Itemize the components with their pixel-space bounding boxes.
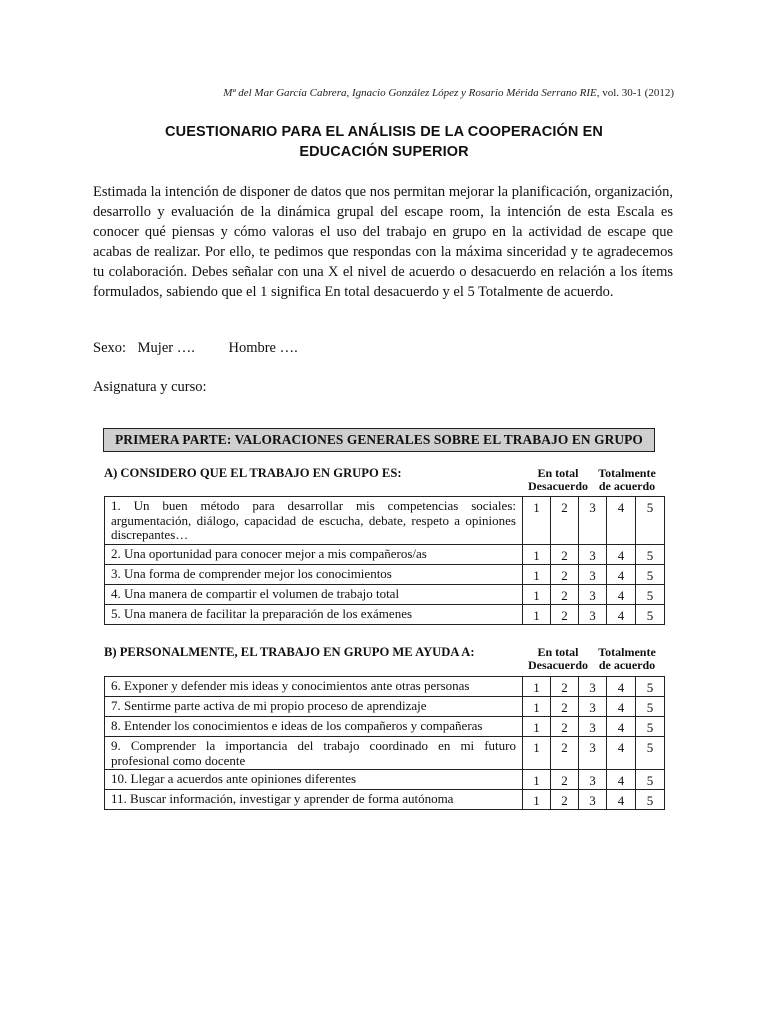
rating-cell-1[interactable]: 1 xyxy=(523,790,551,810)
rating-cell-2[interactable]: 2 xyxy=(551,497,579,545)
scale-high-label-b xyxy=(591,646,663,672)
rating-cell-5[interactable]: 5 xyxy=(636,584,665,604)
rating-cell-4[interactable]: 4 xyxy=(607,497,636,545)
question-statement: 7. Sentirme parte activa de mi propio proceso de aprendizaje xyxy=(105,697,523,717)
citation-volume: , vol. 30-1 (2012) xyxy=(596,87,674,99)
rating-cell-4[interactable]: 4 xyxy=(607,564,636,584)
question-statement: 6. Exponer y defender mis ideas y conocimientos ante otras personas xyxy=(105,677,523,697)
scale-low-label-b xyxy=(519,646,597,672)
rating-cell-2[interactable]: 2 xyxy=(551,717,579,737)
section-b-title: B) PERSONALMENTE, EL TRABAJO EN GRUPO ME AYUDA A: xyxy=(104,645,475,659)
citation xyxy=(223,87,674,99)
rating-cell-1[interactable]: 1 xyxy=(523,770,551,790)
rating-cell-2[interactable]: 2 xyxy=(551,677,579,697)
rating-cell-1[interactable]: 1 xyxy=(523,717,551,737)
rating-cell-3[interactable]: 3 xyxy=(579,544,607,564)
section-b-table xyxy=(104,676,665,810)
question-statement: 2. Una oportunidad para conocer mejor a mis compañeros/as xyxy=(105,544,523,564)
question-statement: 10. Llegar a acuerdos ante opiniones diferentes xyxy=(105,770,523,790)
rating-cell-5[interactable]: 5 xyxy=(636,497,665,545)
rating-cell-1[interactable]: 1 xyxy=(523,564,551,584)
rating-cell-2[interactable]: 2 xyxy=(551,604,579,624)
rating-cell-4[interactable]: 4 xyxy=(607,544,636,564)
rating-cell-1[interactable]: 1 xyxy=(523,544,551,564)
question-row xyxy=(105,564,665,584)
rating-cell-2[interactable]: 2 xyxy=(551,770,579,790)
question-statement: 5. Una manera de facilitar la preparación de los exámenes xyxy=(105,604,523,624)
scale-low-line-2: Desacuerdo xyxy=(528,479,588,493)
rating-cell-3[interactable]: 3 xyxy=(579,717,607,737)
rating-cell-5[interactable]: 5 xyxy=(636,737,665,770)
rating-cell-2[interactable]: 2 xyxy=(551,790,579,810)
rating-cell-2[interactable]: 2 xyxy=(551,697,579,717)
rating-cell-5[interactable]: 5 xyxy=(636,770,665,790)
rating-cell-4[interactable]: 4 xyxy=(607,604,636,624)
rating-cell-3[interactable]: 3 xyxy=(579,677,607,697)
scale-high-line-1: Totalmente xyxy=(598,466,656,480)
scale-low-line-1: En total xyxy=(537,466,579,480)
sex-option-hombre[interactable]: Hombre …. xyxy=(228,340,298,356)
rating-cell-1[interactable]: 1 xyxy=(523,677,551,697)
scale-high-line-2: de acuerdo xyxy=(598,658,656,672)
section-a-title: A) CONSIDERO QUE EL TRABAJO EN GRUPO ES: xyxy=(104,466,402,480)
rating-cell-3[interactable]: 3 xyxy=(579,604,607,624)
title-line-1: CUESTIONARIO PARA EL ANÁLISIS DE LA COOPERACIÓN EN xyxy=(165,124,603,140)
document-title xyxy=(92,122,676,162)
rating-cell-2[interactable]: 2 xyxy=(551,564,579,584)
rating-cell-4[interactable]: 4 xyxy=(607,677,636,697)
question-statement: 8. Entender los conocimientos e ideas de los compañeros y compañeras xyxy=(105,717,523,737)
scale-high-line-2: de acuerdo xyxy=(598,479,656,493)
scale-low-line-2: Desacuerdo xyxy=(528,658,588,672)
scale-high-label-a xyxy=(591,467,663,493)
rating-cell-4[interactable]: 4 xyxy=(607,584,636,604)
section-a-table xyxy=(104,496,665,625)
question-statement: 4. Una manera de compartir el volumen de trabajo total xyxy=(105,584,523,604)
rating-cell-4[interactable]: 4 xyxy=(607,770,636,790)
rating-cell-3[interactable]: 3 xyxy=(579,790,607,810)
rating-cell-3[interactable]: 3 xyxy=(579,564,607,584)
rating-cell-1[interactable]: 1 xyxy=(523,604,551,624)
rating-cell-5[interactable]: 5 xyxy=(636,564,665,584)
intro-paragraph: Estimada la intención de disponer de datos que nos permitan mejorar la planificación, organización, desarrollo y evaluación de la dinámica grupal del escape room, la intención de esta Escala es conocer qué piensas y cómo valoras el uso del trabajo en grupo en la actividad de escape que acabas de realizar. Por ello, te pedimos que respondas con la máxima sinceridad y te agradecemos tu colaboración. Debes señalar con una X el nivel de acuerdo o desacuerdo en relación a los ítems formulados, sabiendo que el 1 significa En total desacuerdo y el 5 Totalmente de acuerdo. xyxy=(93,184,673,300)
question-row xyxy=(105,497,665,545)
question-row xyxy=(105,737,665,770)
question-statement: 9. Comprender la importancia del trabajo coordinado en mi futuro profesional como docente xyxy=(105,737,523,770)
question-row xyxy=(105,544,665,564)
scale-low-label-a xyxy=(519,467,597,493)
sex-field xyxy=(93,340,298,357)
rating-cell-3[interactable]: 3 xyxy=(579,697,607,717)
sex-option-mujer[interactable]: Mujer …. xyxy=(137,340,195,356)
rating-cell-1[interactable]: 1 xyxy=(523,584,551,604)
question-row xyxy=(105,584,665,604)
question-statement: 1. Un buen método para desarrollar mis competencias sociales: argumentación, diálogo, capacidad de escucha, debate, respeto a opiniones discrepantes… xyxy=(105,497,523,545)
rating-cell-5[interactable]: 5 xyxy=(636,604,665,624)
question-row xyxy=(105,697,665,717)
rating-cell-3[interactable]: 3 xyxy=(579,770,607,790)
rating-cell-5[interactable]: 5 xyxy=(636,717,665,737)
rating-cell-5[interactable]: 5 xyxy=(636,697,665,717)
rating-cell-5[interactable]: 5 xyxy=(636,544,665,564)
subject-course-field[interactable]: Asignatura y curso: xyxy=(93,379,207,395)
question-statement: 11. Buscar información, investigar y aprender de forma autónoma xyxy=(105,790,523,810)
rating-cell-1[interactable]: 1 xyxy=(523,497,551,545)
scale-high-line-1: Totalmente xyxy=(598,645,656,659)
rating-cell-3[interactable]: 3 xyxy=(579,737,607,770)
rating-cell-1[interactable]: 1 xyxy=(523,737,551,770)
rating-cell-5[interactable]: 5 xyxy=(636,790,665,810)
question-row xyxy=(105,677,665,697)
question-statement: 3. Una forma de comprender mejor los conocimientos xyxy=(105,564,523,584)
question-row xyxy=(105,717,665,737)
question-row xyxy=(105,604,665,624)
rating-cell-4[interactable]: 4 xyxy=(607,717,636,737)
citation-authors: Mª del Mar García Cabrera, Ignacio González López y Rosario Mérida Serrano RIE xyxy=(223,87,597,99)
rating-cell-3[interactable]: 3 xyxy=(579,497,607,545)
scale-low-line-1: En total xyxy=(537,645,579,659)
rating-cell-2[interactable]: 2 xyxy=(551,544,579,564)
rating-cell-3[interactable]: 3 xyxy=(579,584,607,604)
rating-cell-5[interactable]: 5 xyxy=(636,677,665,697)
rating-cell-4[interactable]: 4 xyxy=(607,697,636,717)
question-row xyxy=(105,790,665,810)
rating-cell-1[interactable]: 1 xyxy=(523,697,551,717)
title-line-2: EDUCACIÓN SUPERIOR xyxy=(299,144,469,160)
rating-cell-4[interactable]: 4 xyxy=(607,790,636,810)
sex-label: Sexo: xyxy=(93,340,127,356)
question-row xyxy=(105,770,665,790)
rating-cell-2[interactable]: 2 xyxy=(551,737,579,770)
part-one-header: PRIMERA PARTE: VALORACIONES GENERALES SOBRE EL TRABAJO EN GRUPO xyxy=(103,428,655,452)
rating-cell-4[interactable]: 4 xyxy=(607,737,636,770)
rating-cell-2[interactable]: 2 xyxy=(551,584,579,604)
